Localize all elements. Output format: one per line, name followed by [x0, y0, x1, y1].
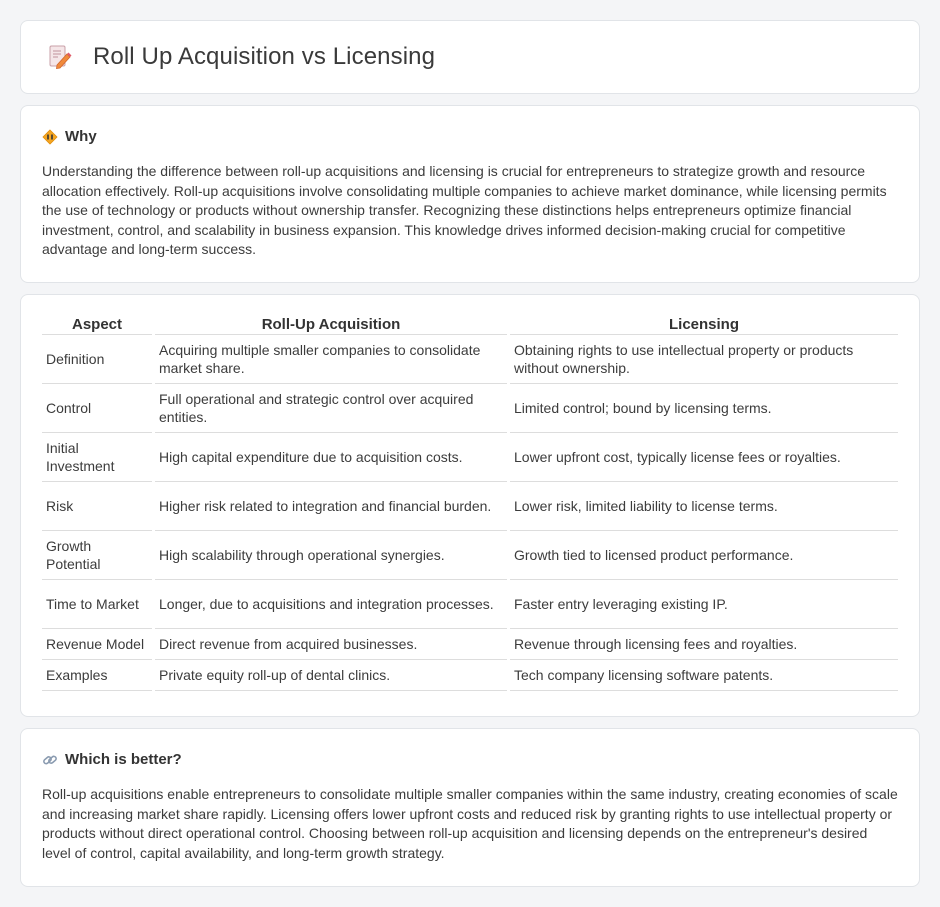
cell-licensing: Growth tied to licensed product performance. [510, 531, 898, 580]
cell-aspect: Growth Potential [42, 531, 152, 580]
cell-aspect: Control [42, 384, 152, 433]
cell-licensing: Tech company licensing software patents. [510, 660, 898, 691]
link-icon [42, 752, 58, 768]
table-row [42, 335, 898, 384]
cell-roll-up: Private equity roll-up of dental clinics. [155, 660, 507, 691]
cell-aspect: Risk [42, 482, 152, 531]
table-row [42, 531, 898, 580]
table-row [42, 384, 898, 433]
title-card [20, 20, 920, 94]
cell-licensing: Faster entry leveraging existing IP. [510, 580, 898, 629]
why-section [20, 105, 920, 283]
table-row [42, 660, 898, 691]
header-roll-up: Roll-Up Acquisition [155, 312, 507, 335]
header-licensing: Licensing [510, 312, 898, 335]
cell-licensing: Limited control; bound by licensing terms. [510, 384, 898, 433]
cell-aspect: Examples [42, 660, 152, 691]
better-paragraph: Roll-up acquisitions enable entrepreneurs to consolidate multiple smaller companies within the same industry, creating economies of scale and increasing market share rapidly. Licensing offers lower upfront costs and reduced risk by granting rights to use intellectual property or products without direct operational control. Choosing between roll-up acquisition and licensing depends on the entrepreneur's desired level of control, capital availability, and long-term growth strategy. [42, 786, 898, 861]
cell-roll-up: High capital expenditure due to acquisition costs. [155, 433, 507, 482]
cell-licensing: Obtaining rights to use intellectual property or products without ownership. [510, 335, 898, 384]
diamond-warning-icon [42, 129, 58, 145]
comparison-table [39, 312, 901, 691]
why-paragraph: Understanding the difference between roll-up acquisitions and licensing is crucial for entrepreneurs to strategize growth and resource allocation effectively. Roll-up acquisitions involve consolidating multiple companies to achieve market dominance, while licensing permits the use of technology or products without ownership transfer. Recognizing these distinctions helps entrepreneurs optimize financial investment, control, and scalability in business expansion. This knowledge drives informed decision-making crucial for competitive advantage and long-term success. [42, 163, 887, 257]
why-heading [42, 128, 898, 145]
edit-document-icon [45, 43, 73, 71]
cell-roll-up: Full operational and strategic control over acquired entities. [155, 384, 507, 433]
better-heading-label: Which is better? [65, 751, 182, 768]
cell-licensing: Lower risk, limited liability to license terms. [510, 482, 898, 531]
cell-roll-up: Higher risk related to integration and financial burden. [155, 482, 507, 531]
which-is-better-section [20, 728, 920, 887]
table-row [42, 629, 898, 660]
table-row [42, 580, 898, 629]
cell-roll-up: Acquiring multiple smaller companies to consolidate market share. [155, 335, 507, 384]
table-row [42, 482, 898, 531]
cell-aspect: Revenue Model [42, 629, 152, 660]
cell-aspect: Time to Market [42, 580, 152, 629]
cell-roll-up: Longer, due to acquisitions and integration processes. [155, 580, 507, 629]
cell-aspect: Initial Investment [42, 433, 152, 482]
cell-licensing: Lower upfront cost, typically license fees or royalties. [510, 433, 898, 482]
cell-licensing: Revenue through licensing fees and royalties. [510, 629, 898, 660]
better-heading [42, 751, 898, 768]
page-title: Roll Up Acquisition vs Licensing [93, 43, 436, 70]
cell-roll-up: High scalability through operational synergies. [155, 531, 507, 580]
cell-aspect: Definition [42, 335, 152, 384]
why-heading-label: Why [65, 128, 97, 145]
comparison-table-section [20, 294, 920, 717]
header-aspect: Aspect [42, 312, 152, 335]
table-header-row [42, 312, 898, 335]
table-row [42, 433, 898, 482]
cell-roll-up: Direct revenue from acquired businesses. [155, 629, 507, 660]
